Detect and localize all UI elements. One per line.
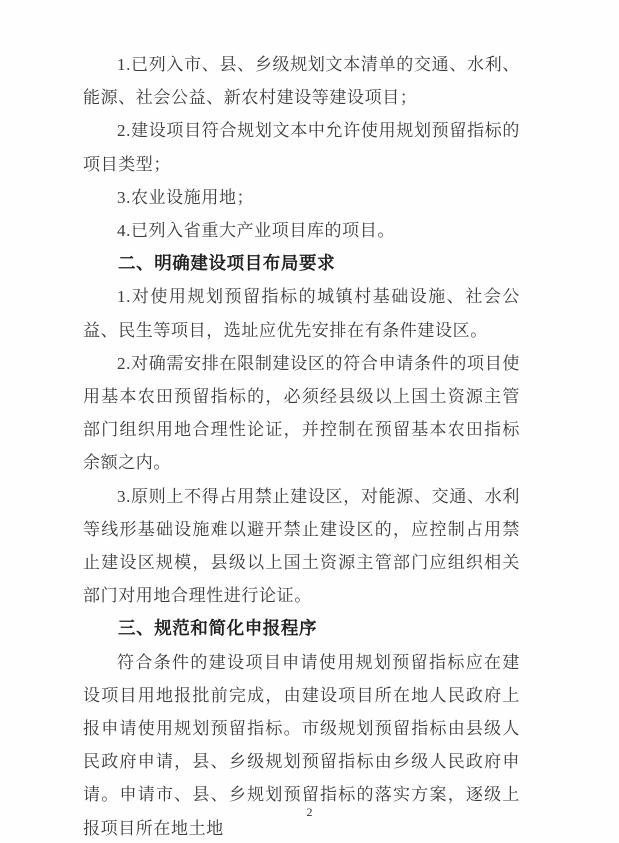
- paragraph-list-item-1: 1.已列入市、县、乡级规划文本清单的交通、水利、能源、社会公益、新农村建设等建设项目；: [83, 55, 520, 108]
- document-body: [83, 48, 520, 843]
- paragraph-list-item-2: 2.建设项目符合规划文本中允许使用规划预留指标的项目类型；: [83, 121, 520, 174]
- paragraph-section2-item-3: 3.原则上不得占用禁止建设区，对能源、交通、水利等线形基础设施难以避开禁止建设区的，应控制占用禁止建设区规模，县级以上国土资源主管部门应组织相关部门对用地合理性进行论证。: [83, 486, 520, 606]
- page-number: 2: [306, 805, 313, 819]
- page-footer: [0, 803, 619, 821]
- paragraph-list-item-3: 3.农业设施用地；: [117, 187, 255, 207]
- paragraph-section2-item-1: 1.对使用规划预留指标的城镇村基础设施、社会公益、民生等项目，选址应优先安排在有条件建设区。: [83, 287, 520, 340]
- paragraph-section2-item-2: 2.对确需安排在限制建设区的符合申请条件的项目使用基本农田预留指标的，必须经县级以上国土资源主管部门组织用地合理性论证，并控制在预留基本农田指标余额之内。: [83, 353, 520, 473]
- paragraph-section3-body: 符合条件的建设项目申请使用规划预留指标应在建设项目用地报批前完成，由建设项目所在地人民政府上报申请使用规划预留指标。市级规划预留指标由县级人民政府申请，县、乡级规划预留指标由乡级人民政府申请。申请市、县、乡规划预留指标的落实方案，逐级上报项目所在地土地: [83, 652, 520, 838]
- section-heading-2: 二、明确建设项目布局要求: [118, 253, 336, 274]
- section-heading-3: 三、规范和简化申报程序: [118, 618, 318, 639]
- paragraph-list-item-4: 4.已列入省重大产业项目库的项目。: [117, 221, 395, 241]
